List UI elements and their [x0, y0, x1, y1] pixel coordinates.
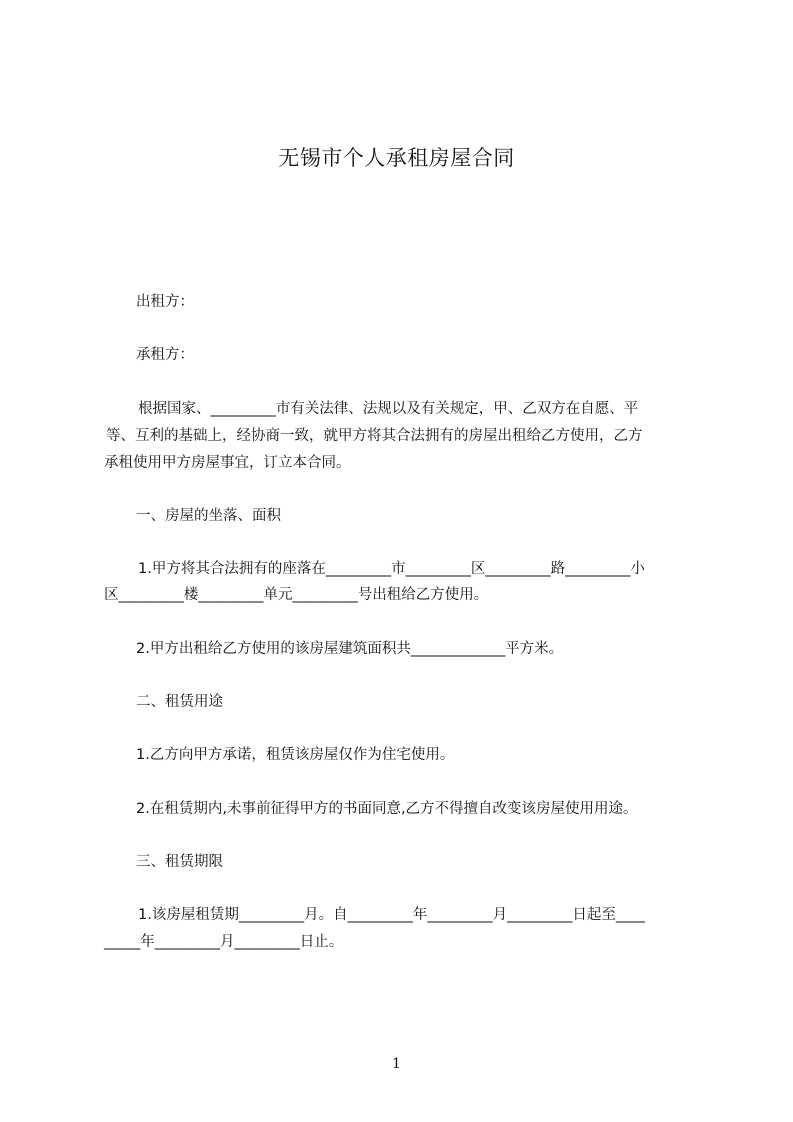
section-2-item-2: 2.在租赁期内,未事前征得甲方的书面同意,乙方不得擅自改变该房屋使用用途。 — [136, 801, 638, 817]
preamble-line-2: 等、互利的基础上，经协商一致，就甲方将其合法拥有的房屋出租给乙方使用，乙方 — [106, 428, 643, 444]
preamble-line-3: 承租使用甲方房屋事宜，订立本合同。 — [104, 455, 351, 471]
section-1-item-2: 2.甲方出租给乙方使用的该房屋建筑面积共_____________平方米。 — [136, 641, 564, 657]
section-3-item-1-line-2: _____年_________月_________日止。 — [104, 934, 344, 950]
section-1-heading: 一、房屋的坐落、面积 — [136, 508, 281, 524]
page-number: 1 — [392, 1056, 401, 1072]
document-title: 无锡市个人承租房屋合同 — [278, 146, 515, 170]
section-1-item-1-line-2: 区_________楼_________单元_________号出租给乙方使用。 — [104, 587, 489, 603]
section-1-item-1-line-1: 1.甲方将其合法拥有的座落在_________市_________区_________路_________小 — [138, 561, 645, 577]
section-3-heading: 三、租赁期限 — [136, 854, 223, 870]
section-3-item-1-line-1: 1.该房屋租赁期_________月。自_________年_________月_________日起至____ — [138, 907, 645, 923]
lessor-label: 出租方： — [136, 294, 194, 310]
section-2-item-1: 1.乙方向甲方承诺，租赁该房屋仅作为住宅使用。 — [136, 747, 455, 763]
lessee-label: 承租方： — [136, 347, 194, 363]
section-2-heading: 二、租赁用途 — [136, 694, 223, 710]
preamble-line-1: 根据国家、_________市有关法律、法规以及有关规定，甲、乙双方在自愿、平 — [138, 401, 639, 417]
